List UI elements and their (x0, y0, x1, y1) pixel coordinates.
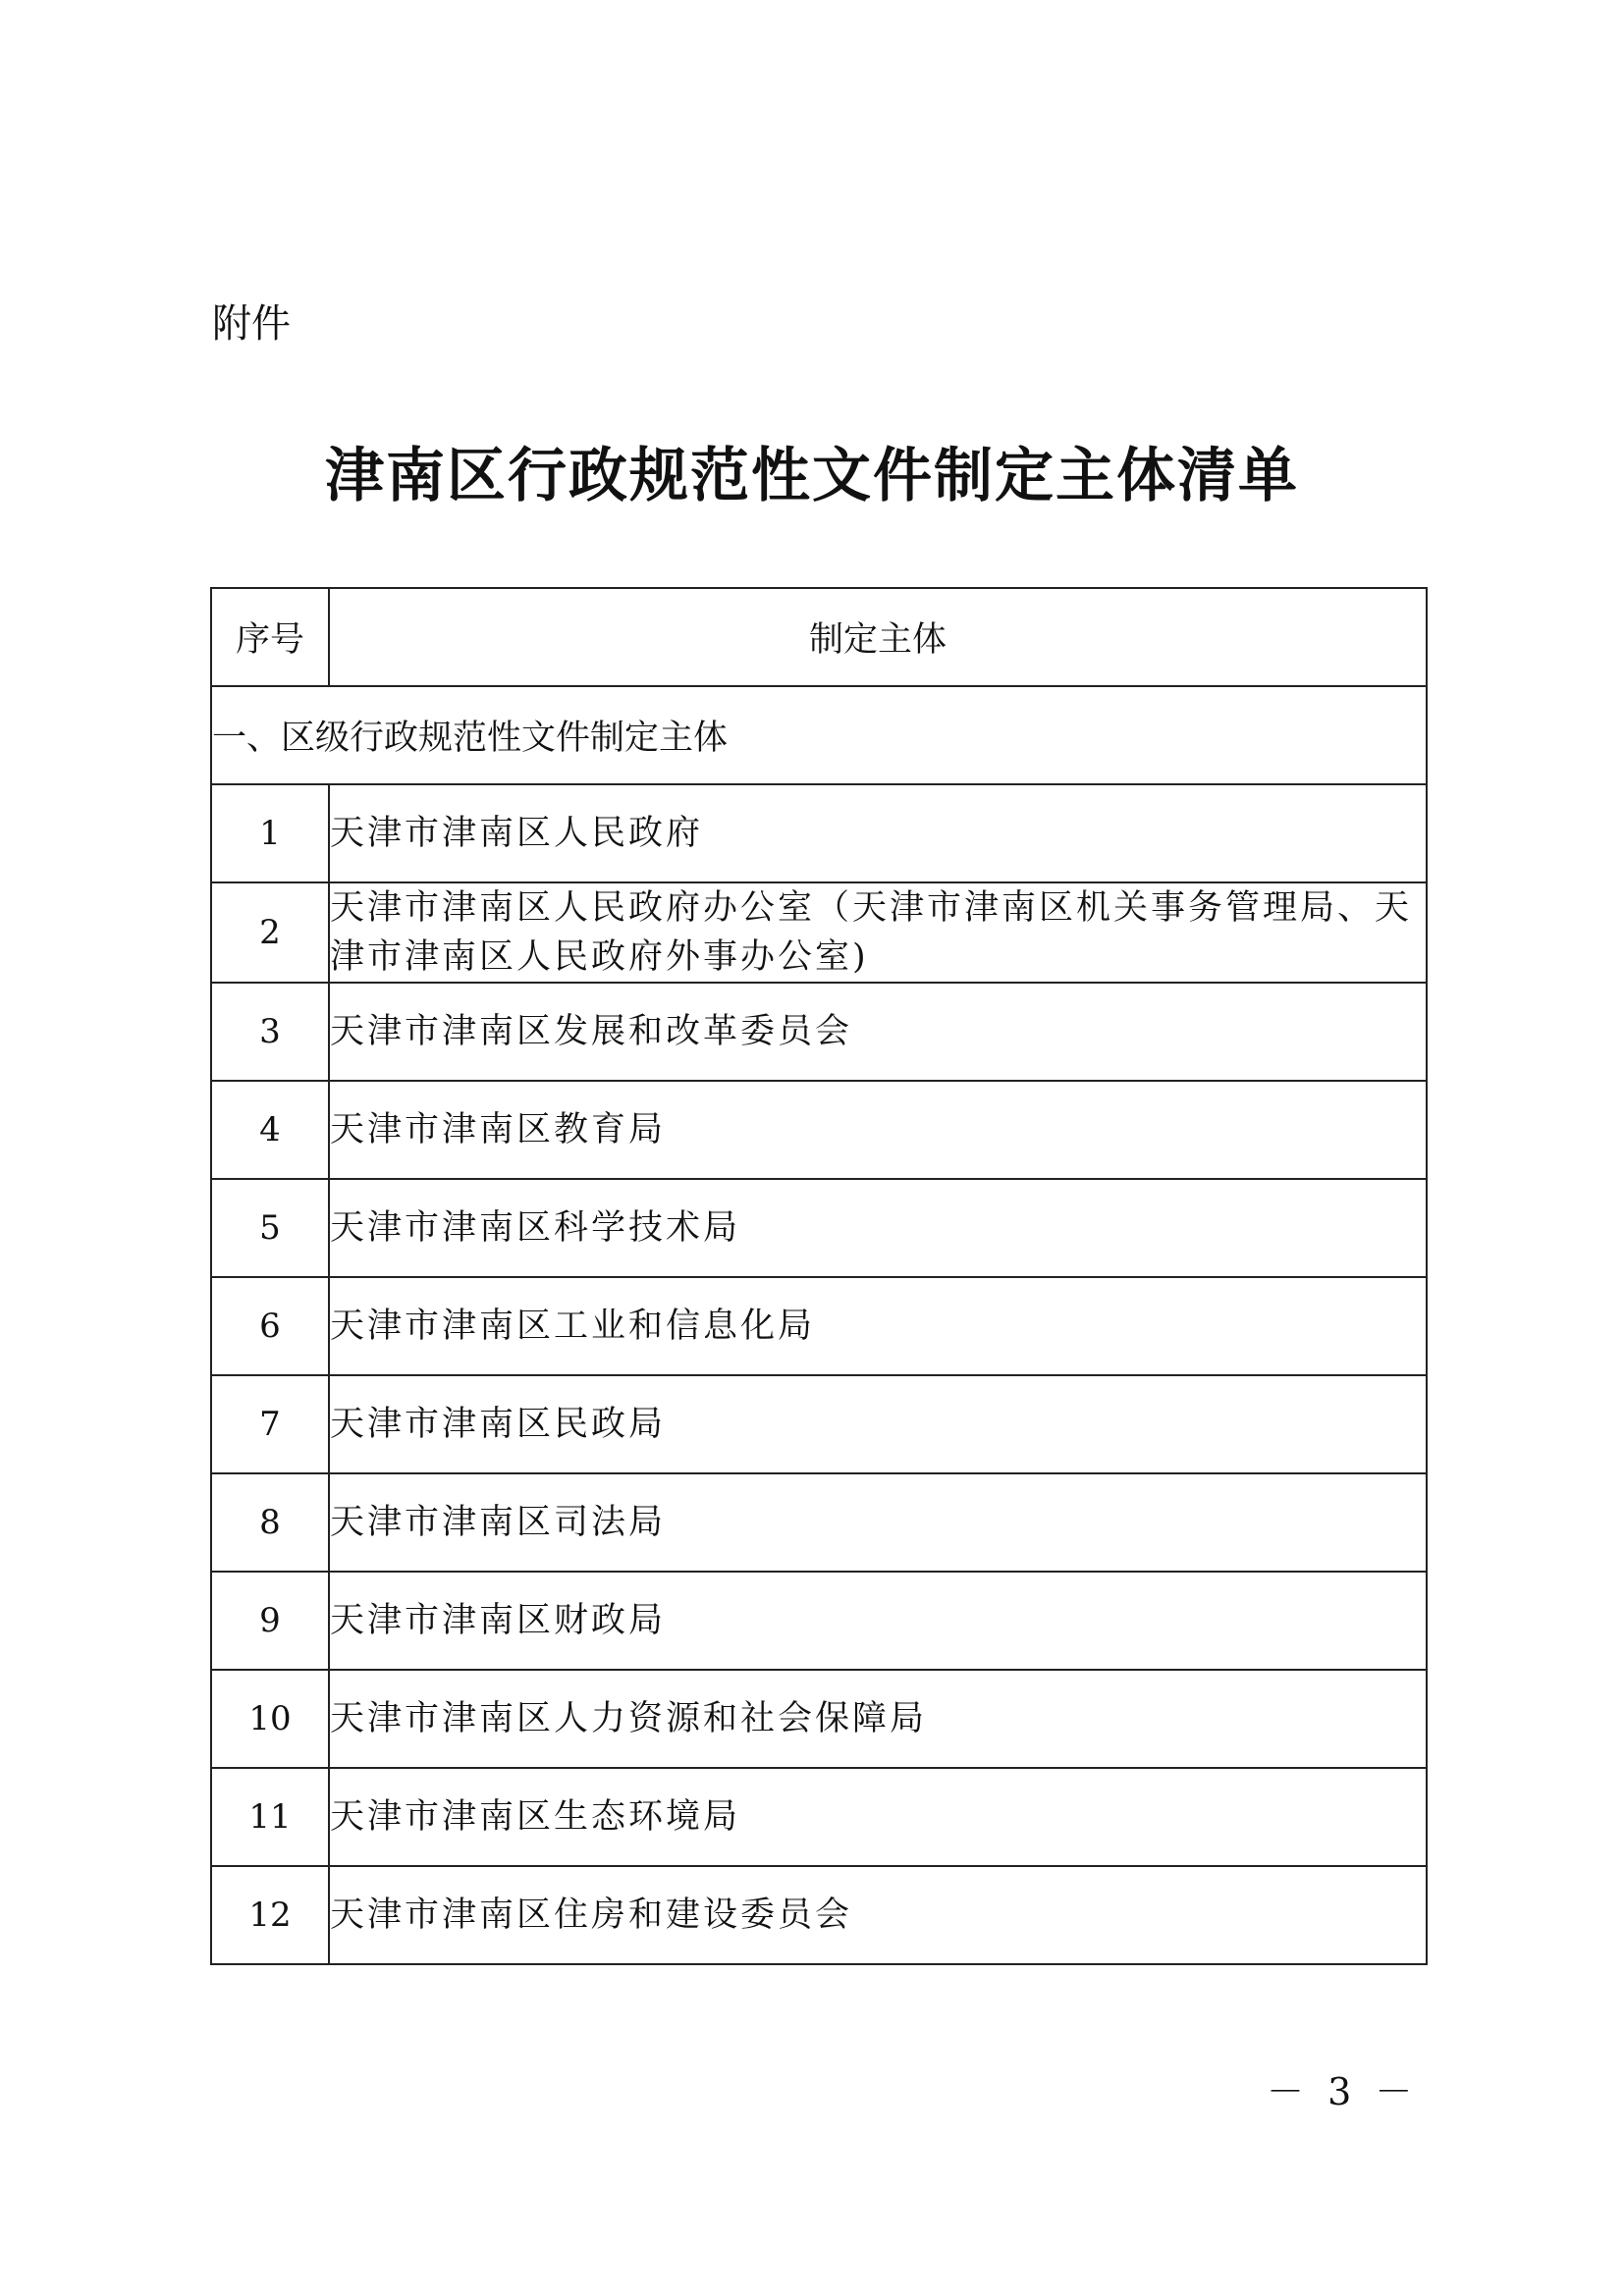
row-number: 1 (211, 784, 329, 882)
table-header-row (211, 588, 1427, 686)
row-name: 天津市津南区人力资源和社会保障局 (329, 1670, 1427, 1768)
row-name: 天津市津南区住房和建设委员会 (329, 1866, 1427, 1964)
row-number: 3 (211, 983, 329, 1081)
row-number: 10 (211, 1670, 329, 1768)
page-number: － 3 － (1267, 2070, 1419, 2113)
attachment-label: 附件 (212, 301, 291, 347)
row-number: 6 (211, 1277, 329, 1375)
row-name: 天津市津南区司法局 (329, 1473, 1427, 1572)
row-name: 天津市津南区民政局 (329, 1375, 1427, 1473)
row-name: 天津市津南区财政局 (329, 1572, 1427, 1670)
row-number: 5 (211, 1179, 329, 1277)
row-number: 11 (211, 1768, 329, 1866)
table-row (211, 1670, 1427, 1768)
document-title: 津南区行政规范性文件制定主体清单 (325, 442, 1299, 510)
row-name: 天津市津南区科学技术局 (329, 1179, 1427, 1277)
row-number: 12 (211, 1866, 329, 1964)
table-row (211, 983, 1427, 1081)
table-row (211, 1473, 1427, 1572)
section-row (211, 686, 1427, 784)
row-name: 天津市津南区生态环境局 (329, 1768, 1427, 1866)
row-name: 天津市津南区人民政府 (329, 784, 1427, 882)
table-row (211, 784, 1427, 882)
table-row (211, 1375, 1427, 1473)
row-name: 天津市津南区人民政府办公室（天津市津南区机关事务管理局、天津市津南区人民政府外事办公室) (329, 882, 1427, 983)
table-row (211, 882, 1427, 983)
table-row (211, 1179, 1427, 1277)
row-number: 8 (211, 1473, 329, 1572)
row-number: 7 (211, 1375, 329, 1473)
row-number: 2 (211, 882, 329, 983)
header-subject: 制定主体 (329, 588, 1427, 686)
table-row (211, 1081, 1427, 1179)
subject-table (210, 587, 1428, 1965)
row-name: 天津市津南区发展和改革委员会 (329, 983, 1427, 1081)
row-number: 9 (211, 1572, 329, 1670)
section-title: 一、区级行政规范性文件制定主体 (211, 686, 1427, 784)
row-name: 天津市津南区教育局 (329, 1081, 1427, 1179)
table-row (211, 1866, 1427, 1964)
table-row (211, 1572, 1427, 1670)
row-number: 4 (211, 1081, 329, 1179)
table-row (211, 1768, 1427, 1866)
header-number: 序号 (211, 588, 329, 686)
row-name: 天津市津南区工业和信息化局 (329, 1277, 1427, 1375)
table-row (211, 1277, 1427, 1375)
